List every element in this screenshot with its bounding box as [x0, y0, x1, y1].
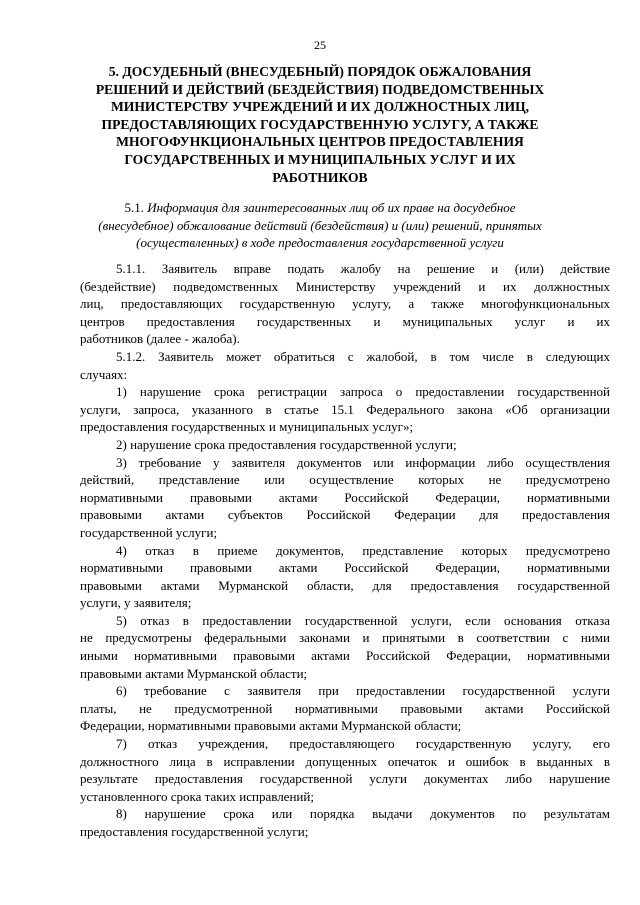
body-line: 3) требование у заявителя документов или информации либо осуществления [116, 454, 610, 470]
body-line: предоставления государственной услуги; [80, 824, 309, 839]
title-line: ГОСУДАРСТВЕННЫХ И МУНИЦИПАЛЬНЫХ УСЛУГ И ИХ [124, 151, 516, 167]
body-line: правовыми актами субъектов Российской Федерации для предоставления [80, 507, 610, 523]
body-line: услуги, запроса, указанного в статье 15.1 Федерального закона «Об организации [80, 401, 610, 417]
body-line: 2) нарушение срока предоставления государственной услуги; [116, 436, 457, 452]
subsection-heading-line: (осуществленных) в ходе предоставления государственной услуги [136, 235, 504, 251]
title-line: 5. ДОСУДЕБНЫЙ (ВНЕСУДЕБНЫЙ) ПОРЯДОК ОБЖАЛОВАНИЯ [108, 64, 532, 79]
body-line: работников (далее - жалоба). [80, 331, 240, 347]
title-line: МНОГОФУНКЦИОНАЛЬНЫХ ЦЕНТРОВ ПРЕДОСТАВЛЕНИЯ [116, 134, 524, 150]
body-line: правовыми актами Мурманской области; [80, 665, 308, 681]
body-line: не предусмотрены федеральными законами и принятыми в соответствии с ними [80, 630, 610, 646]
body-line: Федерации, нормативными правовыми актами Мурманской области; [80, 718, 462, 734]
body-line: 8) нарушение срока или порядка выдачи документов по результатам [116, 806, 610, 822]
subsection-number: 5.1. [124, 200, 148, 215]
body-line: 5) отказ в предоставлении государственной услуги, если основания отказа [116, 612, 610, 628]
title-line: ПРЕДОСТАВЛЯЮЩИХ ГОСУДАРСТВЕННУЮ УСЛУГУ, А ТАКЖЕ [101, 116, 539, 132]
title-line: РЕШЕНИЙ И ДЕЙСТВИЙ (БЕЗДЕЙСТВИЯ) ПОДВЕДОМСТВЕННЫХ [95, 81, 545, 97]
body-line: результате предоставления государственной услуги документах либо нарушение [80, 771, 610, 787]
body-line: предоставления государственных и муниципальных услуг»; [80, 419, 414, 435]
body-line: случаях: [80, 366, 128, 382]
body-line: услуги, у заявителя; [80, 595, 192, 611]
subsection-heading-line: (внесудебное) обжалование действий (бездействия) и (или) решений, принятых [98, 217, 542, 233]
body-line: нормативными правовыми актами Российской Федерации, нормативными [80, 489, 610, 505]
body-line: 6) требование с заявителя при предоставлении государственной услуги [116, 683, 610, 699]
body-line: иными нормативными правовыми актами Российской Федерации, нормативными [80, 648, 610, 664]
body-line: действий, представление или осуществление которых не предусмотрено [80, 472, 610, 488]
body-line: государственной услуги; [80, 524, 218, 540]
subsection-heading [80, 199, 560, 252]
section-title [95, 63, 545, 186]
body-line: должностного лица в исправлении допущенных опечаток и ошибок в выданных в [80, 753, 610, 769]
document-body [80, 260, 610, 841]
body-line: 7) отказ учреждения, предоставляющего государственную услугу, его [116, 736, 610, 752]
body-line: центров предоставления государственных и муниципальных услуг и их [80, 313, 610, 329]
body-line: правовыми актами Мурманской области, для предоставления государственной [80, 577, 610, 593]
body-line: 5.1.2. Заявитель может обратиться с жалобой, в том числе в следующих [116, 348, 610, 364]
body-line: (бездействие) подведомственных Министерству учреждений и их должностных [80, 278, 610, 294]
body-line: лиц, предоставляющих государственную услугу, а также многофункциональных [80, 296, 610, 312]
title-line: РАБОТНИКОВ [272, 169, 368, 185]
body-line: платы, не предусмотренной нормативными правовыми актами Российской [80, 700, 610, 716]
body-line: 4) отказ в приеме документов, представление которых предусмотрено [116, 542, 610, 558]
body-line: 1) нарушение срока регистрации запроса о предоставлении государственной [116, 384, 610, 400]
body-line: нормативными правовыми актами Российской Федерации, нормативными [80, 560, 610, 576]
title-line: МИНИСТЕРСТВУ УЧРЕЖДЕНИЙ И ИХ ДОЛЖНОСТНЫХ ЛИЦ, [110, 99, 530, 115]
subsection-heading-line: Информация для заинтересованных лиц об их праве на досудебное [147, 200, 516, 215]
body-line: 5.1.1. Заявитель вправе подать жалобу на решение и (или) действие [116, 261, 610, 276]
page-number: 25 [314, 38, 326, 52]
body-line: установленного срока таких исправлений; [80, 788, 314, 804]
